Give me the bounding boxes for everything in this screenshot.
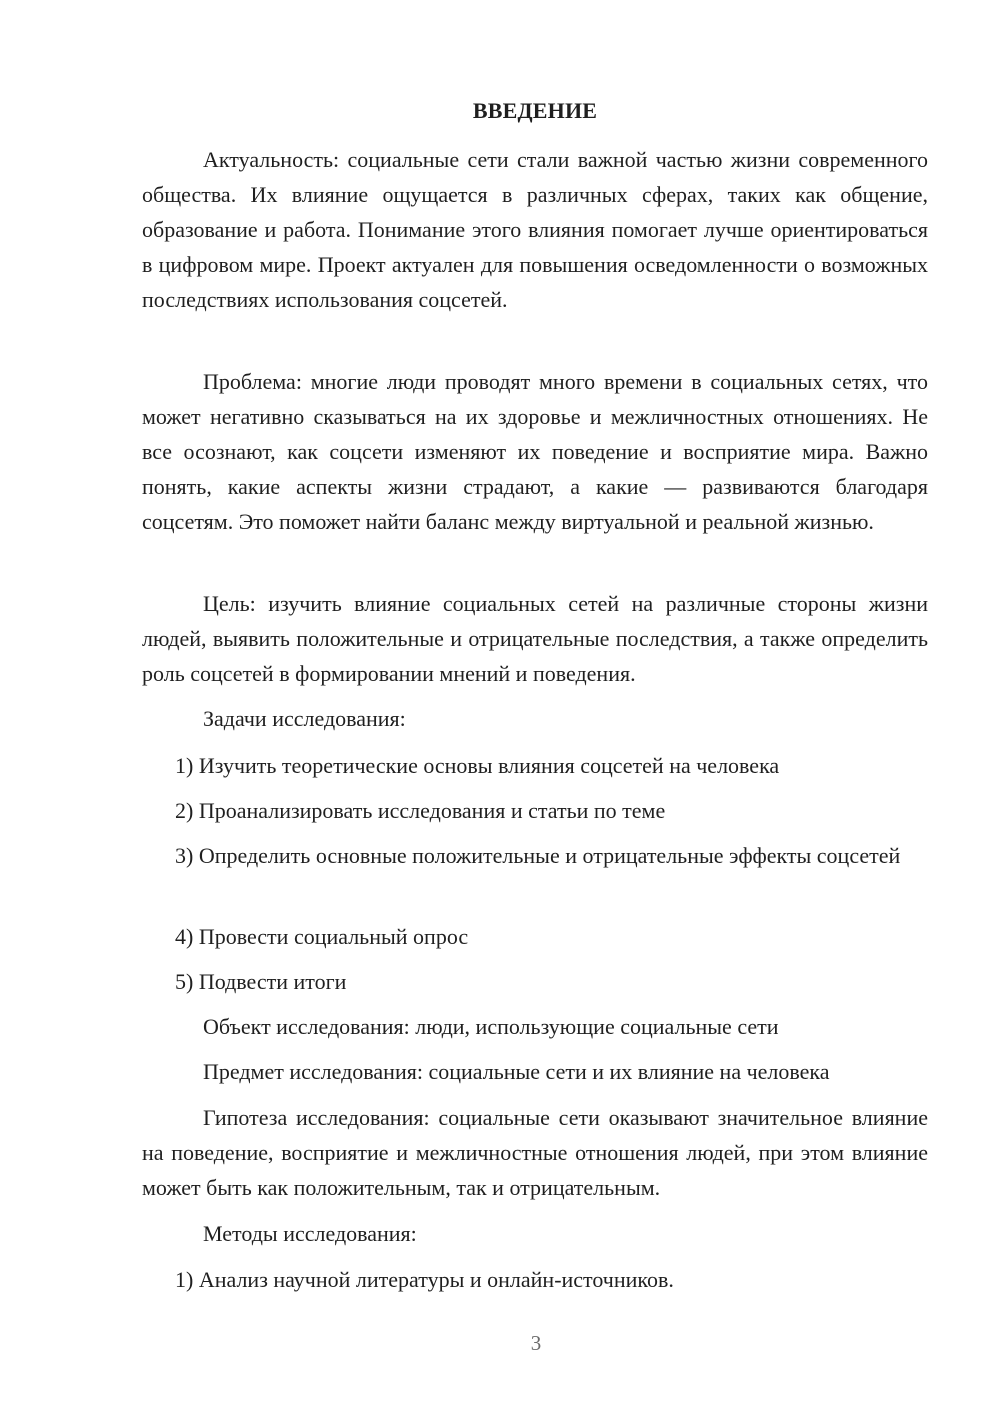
relevance-paragraph: Актуальность: социальные сети стали важной частью жизни современного общества. Их влияние ощущается в различных сферах, таких как общение, образование и работа. Понимание этого влияния помогает лучше ориентироваться в цифровом мире. Проект актуален для повышения осведомленности о возможных последствиях использования соцсетей. [142, 147, 928, 312]
task-item: 4) Провести социальный опрос [175, 924, 469, 949]
task-item: 5) Подвести итоги [175, 969, 347, 994]
subject-paragraph: Предмет исследования: социальные сети и их влияние на человека [203, 1059, 830, 1084]
task-item: 2) Проанализировать исследования и статьи по теме [175, 798, 666, 823]
object-paragraph: Объект исследования: люди, использующие социальные сети [203, 1014, 779, 1039]
hypothesis-paragraph: Гипотеза исследования: социальные сети оказывают значительное влияние на поведение, восприятие и межличностные отношения людей, при этом влияние может быть как положительным, так и отрицательным. [142, 1105, 928, 1200]
methods-title: Методы исследования: [203, 1221, 417, 1246]
task-item: 1) Изучить теоретические основы влияния соцсетей на человека [175, 753, 780, 778]
goal-paragraph: Цель: изучить влияние социальных сетей на различные стороны жизни людей, выявить положительные и отрицательные последствия, а также определить роль соцсетей в формировании мнений и поведения. [142, 591, 928, 686]
page-number: 3 [530, 1331, 542, 1355]
method-item: 1) Анализ научной литературы и онлайн-источников. [175, 1267, 674, 1292]
section-heading: ВВЕДЕНИЕ [472, 98, 598, 123]
tasks-title: Задачи исследования: [203, 706, 406, 731]
task-item: 3) Определить основные положительные и отрицательные эффекты соцсетей [175, 843, 901, 868]
problem-paragraph: Проблема: многие люди проводят много времени в социальных сетях, что может негативно сказываться на их здоровье и межличностных отношениях. Не все осознают, как соцсети изменяют их поведение и восприятие мира. Важно понять, какие аспекты жизни страдают, а какие — развиваются благодаря соцсетям. Это поможет найти баланс между виртуальной и реальной жизнью. [142, 369, 928, 534]
